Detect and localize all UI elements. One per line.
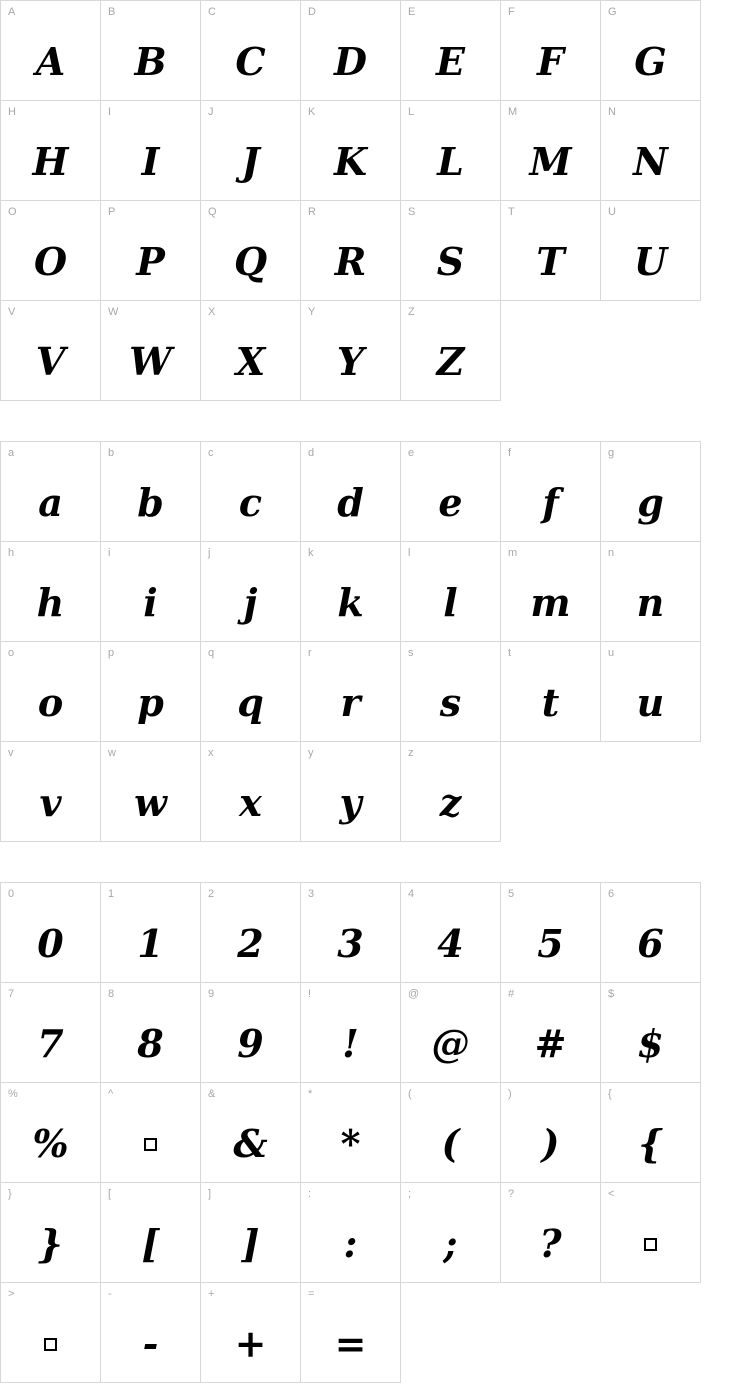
glyph-render: Y bbox=[336, 339, 365, 384]
glyph-cell[interactable] bbox=[401, 642, 501, 742]
glyph-render: E bbox=[436, 39, 465, 84]
glyph-cell-label: - bbox=[108, 1288, 112, 1300]
glyph-cell-label: Q bbox=[208, 206, 217, 218]
glyph-render: } bbox=[38, 1221, 63, 1266]
glyph-render: H bbox=[32, 139, 69, 184]
glyph-render: j bbox=[243, 580, 258, 625]
glyph-render: B bbox=[134, 39, 167, 84]
glyph-render: 0 bbox=[37, 921, 64, 966]
glyph-render: f bbox=[542, 480, 559, 525]
glyph-render: 4 bbox=[437, 921, 464, 966]
glyph-render: F bbox=[537, 39, 564, 84]
glyph-cell[interactable] bbox=[501, 1083, 601, 1183]
glyph-cell[interactable] bbox=[601, 201, 701, 301]
glyph-cell[interactable] bbox=[1, 1183, 101, 1283]
glyph-cell[interactable] bbox=[1, 883, 101, 983]
glyph-cell[interactable] bbox=[601, 442, 701, 542]
glyph-cell[interactable] bbox=[401, 883, 501, 983]
glyph-cell-label: X bbox=[208, 306, 216, 318]
glyph-render: @ bbox=[431, 1021, 470, 1066]
glyph-render: 6 bbox=[637, 921, 664, 966]
glyph-render: m bbox=[530, 580, 571, 625]
glyph-cell-label: e bbox=[408, 447, 415, 459]
glyph-render: K bbox=[333, 139, 368, 184]
glyph-render: u bbox=[636, 680, 665, 725]
glyph-group-symbols bbox=[0, 882, 700, 1383]
glyph-cell-label: f bbox=[508, 447, 512, 459]
glyph-cell-label: 1 bbox=[108, 888, 115, 900]
glyph-cell[interactable] bbox=[301, 1183, 401, 1283]
glyph-cell-label: = bbox=[308, 1288, 315, 1300]
glyph-group-lowercase bbox=[0, 441, 700, 842]
glyph-cell[interactable] bbox=[401, 201, 501, 301]
glyph-group-uppercase bbox=[0, 0, 700, 401]
glyph-cell-label: o bbox=[8, 647, 15, 659]
glyph-render: G bbox=[634, 39, 667, 84]
glyph-render: a bbox=[38, 480, 63, 525]
glyph-render: n bbox=[636, 580, 665, 625]
glyph-render: s bbox=[439, 680, 462, 725]
glyph-cell[interactable] bbox=[101, 983, 201, 1083]
glyph-cell[interactable] bbox=[301, 1283, 401, 1383]
glyph-render: J bbox=[241, 139, 260, 184]
glyph-cell-label: L bbox=[408, 106, 415, 118]
missing-glyph-box-icon bbox=[101, 1106, 200, 1182]
glyph-render: & bbox=[233, 1121, 268, 1166]
glyph-cell-label: @ bbox=[408, 988, 420, 1000]
glyph-cell-label: B bbox=[108, 6, 116, 18]
glyph-render: ? bbox=[539, 1221, 562, 1266]
glyph-cell-label: 2 bbox=[208, 888, 215, 900]
glyph-cell-label: q bbox=[208, 647, 215, 659]
glyph-cell[interactable] bbox=[301, 542, 401, 642]
glyph-cell-label: V bbox=[8, 306, 16, 318]
glyph-cell[interactable] bbox=[1, 1, 101, 101]
glyph-cell[interactable] bbox=[601, 883, 701, 983]
glyph-cell-label: l bbox=[408, 547, 411, 559]
glyph-cell[interactable] bbox=[501, 1183, 601, 1283]
glyph-cell-label: S bbox=[408, 206, 416, 218]
glyph-render: k bbox=[337, 580, 364, 625]
glyph-cell[interactable] bbox=[1, 201, 101, 301]
glyph-cell[interactable] bbox=[301, 101, 401, 201]
glyph-cell-label: v bbox=[8, 747, 14, 759]
glyph-cell-label: ! bbox=[308, 988, 312, 1000]
glyph-cell-label: H bbox=[8, 106, 16, 118]
glyph-cell-label: > bbox=[8, 1288, 15, 1300]
glyph-cell[interactable] bbox=[201, 1, 301, 101]
glyph-cell-label: A bbox=[8, 6, 16, 18]
glyph-cell[interactable] bbox=[501, 101, 601, 201]
glyph-cell[interactable] bbox=[301, 201, 401, 301]
glyph-cell[interactable] bbox=[201, 742, 301, 842]
glyph-cell-label: T bbox=[508, 206, 515, 218]
glyph-cell-label: % bbox=[8, 1088, 18, 1100]
glyph-cell-label: ] bbox=[208, 1188, 212, 1200]
glyph-render: C bbox=[235, 39, 266, 84]
glyph-cell[interactable] bbox=[101, 642, 201, 742]
glyph-render: h bbox=[36, 580, 65, 625]
glyph-cell[interactable] bbox=[501, 1, 601, 101]
glyph-cell-label: ^ bbox=[108, 1088, 114, 1100]
glyph-cell-label: $ bbox=[608, 988, 615, 1000]
glyph-cell-label: 0 bbox=[8, 888, 15, 900]
glyph-render: R bbox=[334, 239, 367, 284]
glyph-cell-label: n bbox=[608, 547, 615, 559]
glyph-cell-label: P bbox=[108, 206, 116, 218]
glyph-cell[interactable] bbox=[1, 442, 101, 542]
glyph-render: D bbox=[334, 39, 367, 84]
glyph-cell-label: { bbox=[608, 1088, 612, 1100]
glyph-cell[interactable] bbox=[501, 442, 601, 542]
glyph-render: ; bbox=[443, 1221, 458, 1266]
glyph-cell[interactable] bbox=[201, 883, 301, 983]
glyph-cell[interactable] bbox=[1, 101, 101, 201]
glyph-render: O bbox=[33, 239, 68, 284]
glyph-cell-label: a bbox=[8, 447, 15, 459]
glyph-cell[interactable] bbox=[401, 983, 501, 1083]
glyph-render: x bbox=[239, 780, 262, 825]
glyph-cell[interactable] bbox=[501, 642, 601, 742]
glyph-cell-label: & bbox=[208, 1088, 216, 1100]
glyph-cell[interactable] bbox=[401, 1183, 501, 1283]
glyph-cell[interactable] bbox=[601, 542, 701, 642]
glyph-render: I bbox=[141, 139, 160, 184]
glyph-render: ) bbox=[541, 1121, 560, 1166]
glyph-render: { bbox=[638, 1121, 663, 1166]
glyph-cell[interactable] bbox=[1, 983, 101, 1083]
glyph-cell-label: E bbox=[408, 6, 416, 18]
glyph-render: 8 bbox=[137, 1021, 164, 1066]
glyph-render: ( bbox=[441, 1121, 460, 1166]
glyph-cell[interactable] bbox=[1, 301, 101, 401]
glyph-cell-label: } bbox=[8, 1188, 12, 1200]
glyph-cell[interactable] bbox=[401, 442, 501, 542]
glyph-render: L bbox=[437, 139, 464, 184]
glyph-cell[interactable] bbox=[401, 101, 501, 201]
glyph-render: $ bbox=[637, 1021, 664, 1066]
glyph-cell[interactable] bbox=[201, 1083, 301, 1183]
glyph-render: P bbox=[136, 239, 165, 284]
glyph-render: ! bbox=[342, 1021, 359, 1066]
glyph-cell-label: c bbox=[208, 447, 214, 459]
glyph-cell-label: W bbox=[108, 306, 119, 318]
glyph-cell[interactable] bbox=[201, 642, 301, 742]
glyph-render: g bbox=[637, 480, 664, 525]
glyph-cell[interactable] bbox=[201, 1183, 301, 1283]
glyph-render: c bbox=[238, 480, 263, 525]
glyph-cell-label: 4 bbox=[408, 888, 415, 900]
glyph-cell[interactable] bbox=[101, 542, 201, 642]
glyph-cell[interactable] bbox=[201, 101, 301, 201]
glyph-cell-label: D bbox=[308, 6, 316, 18]
glyph-cell-label: R bbox=[308, 206, 316, 218]
glyph-cell[interactable] bbox=[1, 1283, 101, 1383]
glyph-render: [ bbox=[141, 1221, 160, 1266]
glyph-render: e bbox=[438, 480, 463, 525]
glyph-render: : bbox=[343, 1221, 358, 1266]
glyph-cell[interactable] bbox=[301, 883, 401, 983]
glyph-render: o bbox=[37, 680, 64, 725]
glyph-render: q bbox=[237, 680, 264, 725]
glyph-render: T bbox=[536, 239, 565, 284]
glyph-cell[interactable] bbox=[1, 1083, 101, 1183]
glyph-cell-label: + bbox=[208, 1288, 215, 1300]
glyph-cell[interactable] bbox=[301, 1, 401, 101]
glyph-render: V bbox=[35, 339, 66, 384]
glyph-render: p bbox=[137, 680, 164, 725]
glyph-cell[interactable] bbox=[1, 742, 101, 842]
glyph-render: t bbox=[541, 680, 560, 725]
glyph-render: % bbox=[32, 1121, 69, 1166]
glyph-cell-label: u bbox=[608, 647, 615, 659]
glyph-render: X bbox=[235, 339, 266, 384]
glyph-cell[interactable] bbox=[1, 642, 101, 742]
glyph-cell-label: i bbox=[108, 547, 111, 559]
glyph-cell[interactable] bbox=[601, 1, 701, 101]
glyph-cell-label: 6 bbox=[608, 888, 615, 900]
glyph-cell-label: 9 bbox=[208, 988, 215, 1000]
glyph-render: i bbox=[143, 580, 158, 625]
glyph-grid-lowercase bbox=[0, 441, 701, 842]
glyph-render: 3 bbox=[337, 921, 364, 966]
glyph-grid-uppercase bbox=[0, 0, 701, 401]
glyph-cell-label: 7 bbox=[8, 988, 15, 1000]
glyph-cell-label: * bbox=[308, 1088, 313, 1100]
glyph-render: # bbox=[534, 1021, 567, 1066]
glyph-cell[interactable] bbox=[301, 301, 401, 401]
glyph-cell-label: [ bbox=[108, 1188, 112, 1200]
glyph-cell[interactable] bbox=[301, 742, 401, 842]
glyph-render: + bbox=[234, 1321, 267, 1366]
glyph-render: 9 bbox=[237, 1021, 264, 1066]
glyph-cell-label: O bbox=[8, 206, 17, 218]
glyph-cell-label: j bbox=[208, 547, 211, 559]
glyph-cell[interactable] bbox=[101, 1183, 201, 1283]
glyph-cell-label: ? bbox=[508, 1188, 515, 1200]
glyph-cell[interactable] bbox=[401, 1, 501, 101]
glyph-render: N bbox=[633, 139, 668, 184]
glyph-render: 1 bbox=[137, 921, 164, 966]
glyph-cell-label: G bbox=[608, 6, 617, 18]
glyph-render: Z bbox=[436, 339, 465, 384]
glyph-cell[interactable] bbox=[101, 1283, 201, 1383]
glyph-cell[interactable] bbox=[201, 542, 301, 642]
glyph-render: 5 bbox=[537, 921, 564, 966]
glyph-render: l bbox=[443, 580, 458, 625]
glyph-cell[interactable] bbox=[101, 301, 201, 401]
glyph-cell-label: K bbox=[308, 106, 316, 118]
glyph-render: U bbox=[633, 239, 668, 284]
glyph-cell-label: s bbox=[408, 647, 414, 659]
glyph-cell[interactable] bbox=[101, 101, 201, 201]
glyph-cell-label: t bbox=[508, 647, 512, 659]
glyph-cell[interactable] bbox=[101, 201, 201, 301]
glyph-cell[interactable] bbox=[601, 1183, 701, 1283]
glyph-cell[interactable] bbox=[301, 442, 401, 542]
glyph-cell-label: w bbox=[108, 747, 116, 759]
missing-glyph-box-icon bbox=[601, 1206, 700, 1282]
glyph-cell[interactable] bbox=[601, 642, 701, 742]
glyph-cell-label: ) bbox=[508, 1088, 512, 1100]
glyph-cell-label: k bbox=[308, 547, 314, 559]
glyph-cell-label: F bbox=[508, 6, 515, 18]
glyph-render: W bbox=[129, 339, 172, 384]
glyph-cell[interactable] bbox=[101, 742, 201, 842]
glyph-render: 2 bbox=[237, 921, 264, 966]
glyph-render: * bbox=[340, 1121, 361, 1166]
glyph-render: v bbox=[39, 780, 62, 825]
glyph-cell[interactable] bbox=[601, 983, 701, 1083]
glyph-cell-label: b bbox=[108, 447, 115, 459]
glyph-cell-label: 5 bbox=[508, 888, 515, 900]
glyph-cell[interactable] bbox=[601, 1083, 701, 1183]
glyph-cell[interactable] bbox=[201, 1283, 301, 1383]
glyph-cell[interactable] bbox=[601, 101, 701, 201]
glyph-cell[interactable] bbox=[501, 201, 601, 301]
glyph-render: y bbox=[339, 780, 362, 825]
glyph-cell-label: U bbox=[608, 206, 616, 218]
glyph-render: Q bbox=[233, 239, 268, 284]
glyph-grid-symbols bbox=[0, 882, 701, 1383]
glyph-cell-label: 3 bbox=[308, 888, 315, 900]
glyph-cell-label: C bbox=[208, 6, 216, 18]
glyph-render: d bbox=[337, 480, 364, 525]
glyph-render: z bbox=[439, 780, 462, 825]
glyph-cell-label: z bbox=[408, 747, 414, 759]
glyph-cell[interactable] bbox=[301, 642, 401, 742]
glyph-cell-label: h bbox=[8, 547, 15, 559]
glyph-cell[interactable] bbox=[101, 883, 201, 983]
glyph-cell-label: ( bbox=[408, 1088, 412, 1100]
glyph-render: = bbox=[334, 1321, 367, 1366]
glyph-render: S bbox=[436, 239, 465, 284]
glyph-cell-label: Z bbox=[408, 306, 415, 318]
glyph-cell-label: 8 bbox=[108, 988, 115, 1000]
glyph-cell-label: m bbox=[508, 547, 518, 559]
missing-glyph-box-icon bbox=[1, 1306, 100, 1382]
glyph-cell[interactable] bbox=[201, 983, 301, 1083]
glyph-cell-label: y bbox=[308, 747, 314, 759]
glyph-render: r bbox=[340, 680, 361, 725]
glyph-cell-label: I bbox=[108, 106, 112, 118]
glyph-render: w bbox=[134, 780, 167, 825]
glyph-cell-label: : bbox=[308, 1188, 312, 1200]
glyph-cell[interactable] bbox=[401, 301, 501, 401]
glyph-render: A bbox=[35, 39, 66, 84]
glyph-cell[interactable] bbox=[1, 542, 101, 642]
glyph-cell-label: g bbox=[608, 447, 615, 459]
glyph-cell[interactable] bbox=[201, 301, 301, 401]
glyph-cell-label: ; bbox=[408, 1188, 412, 1200]
glyph-render: ] bbox=[241, 1221, 260, 1266]
glyph-cell[interactable] bbox=[101, 1, 201, 101]
glyph-cell[interactable] bbox=[401, 542, 501, 642]
glyph-cell[interactable] bbox=[101, 442, 201, 542]
glyph-render: 7 bbox=[37, 1021, 64, 1066]
glyph-cell[interactable] bbox=[501, 983, 601, 1083]
glyph-cell-label: < bbox=[608, 1188, 615, 1200]
glyph-cell[interactable] bbox=[401, 742, 501, 842]
glyph-cell-label: x bbox=[208, 747, 214, 759]
glyph-cell[interactable] bbox=[301, 983, 401, 1083]
glyph-cell[interactable] bbox=[301, 1083, 401, 1183]
glyph-cell[interactable] bbox=[401, 1083, 501, 1183]
glyph-render: M bbox=[529, 139, 572, 184]
glyph-cell[interactable] bbox=[501, 883, 601, 983]
glyph-cell-label: d bbox=[308, 447, 315, 459]
glyph-cell-label: Y bbox=[308, 306, 316, 318]
glyph-cell[interactable] bbox=[201, 201, 301, 301]
glyph-cell[interactable] bbox=[501, 542, 601, 642]
glyph-cell-label: N bbox=[608, 106, 616, 118]
glyph-cell[interactable] bbox=[101, 1083, 201, 1183]
glyph-cell-label: # bbox=[508, 988, 515, 1000]
glyph-cell-label: r bbox=[308, 647, 312, 659]
glyph-render: - bbox=[142, 1321, 159, 1366]
glyph-cell-label: M bbox=[508, 106, 518, 118]
glyph-cell-label: p bbox=[108, 647, 115, 659]
glyph-render: b bbox=[137, 480, 164, 525]
glyph-cell-label: J bbox=[208, 106, 214, 118]
glyph-cell[interactable] bbox=[201, 442, 301, 542]
